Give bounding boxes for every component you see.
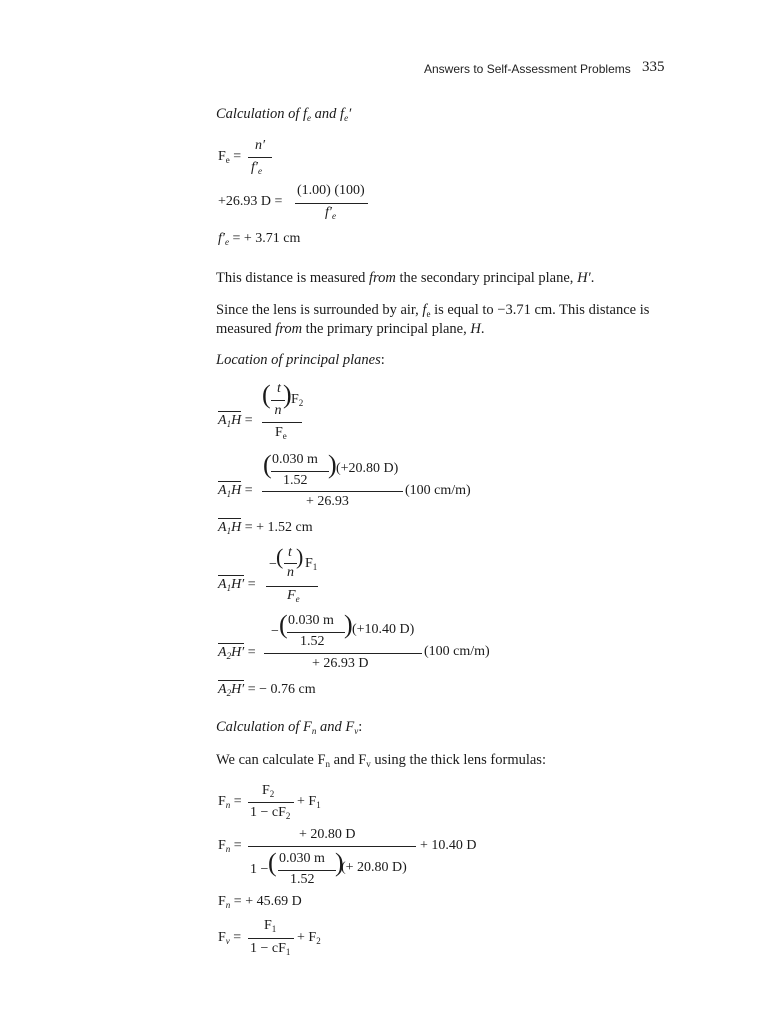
paragraph-thick-lens: We can calculate $F_n$ and $F_v$ using the thick lens formulas:	[216, 752, 546, 769]
eq11-inner-bar	[278, 870, 336, 871]
eq7-neg: −	[269, 557, 277, 572]
eq11-paren-left: (	[268, 848, 277, 877]
eq8-paren-left: (	[279, 610, 288, 639]
eq6: $A_1H$ = + 1.52 cm	[218, 520, 313, 536]
eq11-num: + 20.80 D	[299, 827, 356, 842]
eq10-den: $1 - cF_2$	[250, 805, 291, 821]
eq5-paren-right: )	[328, 450, 337, 479]
eq11-lhs: $F_n$ =	[218, 838, 242, 854]
eq13-num: $F_1$	[264, 918, 277, 934]
eq5-power: (+20.80 D)	[336, 461, 399, 476]
eq5-inner-bar	[271, 471, 329, 472]
eq1-fraction-bar	[248, 157, 272, 158]
eq8-inner-bar	[287, 632, 345, 633]
eq7-paren-left: (	[276, 544, 284, 569]
eq4-den: $F_e$	[275, 425, 287, 441]
eq8-power: (+10.40 D)	[352, 622, 415, 637]
eq11-power: (+ 20.80 D)	[341, 860, 407, 875]
paragraph-primary-plane: Since the lens is surrounded by air, $f_e$ is equal to −3.71 cm. This distance is measured from the primary principal plane, H.	[216, 302, 650, 337]
eq11-one: 1 −	[250, 862, 269, 877]
eq7-den: $F_e$	[287, 588, 300, 604]
eq8-neg: −	[271, 624, 279, 639]
eq4-n: n	[274, 403, 282, 418]
eq1-den: $f'_e$	[251, 160, 262, 176]
eq4-fraction-bar	[262, 422, 302, 423]
eq4-lhs: $A_1H$ =	[218, 413, 253, 429]
eq2-fraction-bar	[295, 203, 368, 204]
eq13-den: $1 - cF_1$	[250, 941, 291, 957]
eq10-num: $F_2$	[262, 783, 275, 799]
eq5-lhs: $A_1H$ =	[218, 483, 253, 499]
eq8-factor: (100 cm/m)	[424, 644, 490, 659]
eq8-den: + 26.93 D	[312, 656, 369, 671]
eq5-fraction-bar	[262, 491, 403, 492]
eq7-fraction-bar	[266, 586, 318, 587]
eq4-paren-left: (	[262, 380, 271, 409]
eq2-num: (1.00) (100)	[297, 183, 365, 198]
eq8-lhs: $A_2H'$ =	[218, 645, 256, 661]
eq10-plus: + $F_1$	[297, 794, 321, 810]
eq1-num: n′	[254, 138, 266, 153]
eq5-paren-left: (	[263, 450, 272, 479]
eq13-lhs: $F_v$ =	[218, 930, 242, 946]
running-title: Answers to Self-Assessment Problems	[424, 62, 631, 76]
heading-principal-planes: Location of principal planes:	[216, 352, 385, 368]
eq5-num-top: 0.030 m	[272, 452, 318, 467]
eq11-top: 0.030 m	[279, 851, 325, 866]
paragraph-secondary-plane: This distance is measured from the secondary principal plane, H′.	[216, 270, 595, 286]
eq8-num-top: 0.030 m	[288, 613, 334, 628]
eq7-lhs: $A_1H'$ =	[218, 577, 256, 593]
eq11-paren-right: )	[335, 848, 344, 877]
eq11-bot: 1.52	[290, 872, 315, 887]
eq3: $f'_e$ = + 3.71 cm	[218, 231, 301, 247]
eq10-lhs: $F_n$ =	[218, 794, 242, 810]
eq8-fraction-bar	[264, 653, 422, 654]
eq7-n: n	[287, 565, 294, 580]
eq8-paren-right: )	[344, 610, 353, 639]
eq13-plus: + $F_2$	[297, 930, 321, 946]
eq1-lhs: $F_e$ =	[218, 149, 242, 165]
eq4-t: t	[277, 381, 281, 396]
eq8-num-bot: 1.52	[300, 634, 325, 649]
eq13-fraction-bar	[248, 938, 294, 939]
eq5-den: + 26.93	[306, 494, 349, 509]
page-number: 335	[642, 59, 665, 75]
eq7-t: t	[288, 545, 292, 560]
eq2-den: $f'_e$	[325, 205, 336, 221]
eq7-F1: $F_1$	[305, 556, 318, 572]
eq5-num-bot: 1.52	[283, 473, 308, 488]
eq4-paren-right: )	[283, 380, 292, 409]
heading-calc-fe: Calculation of $f_e$ and $f_e'$	[216, 106, 352, 123]
eq5-factor: (100 cm/m)	[405, 483, 471, 498]
eq10-fraction-bar	[248, 802, 294, 803]
eq9: $A_2H'$ = − 0.76 cm	[218, 682, 316, 698]
eq11-plus: + 10.40 D	[420, 838, 477, 853]
eq12: $F_n$ = + 45.69 D	[218, 894, 302, 910]
eq11-fraction-bar	[248, 846, 416, 847]
eq4-F2: $F_2$	[291, 392, 304, 408]
eq2-lhs: +26.93 D =	[218, 194, 283, 209]
heading-calc-fn: Calculation of $F_n$ and $F_v$:	[216, 719, 363, 736]
eq7-paren-right: )	[296, 544, 304, 569]
